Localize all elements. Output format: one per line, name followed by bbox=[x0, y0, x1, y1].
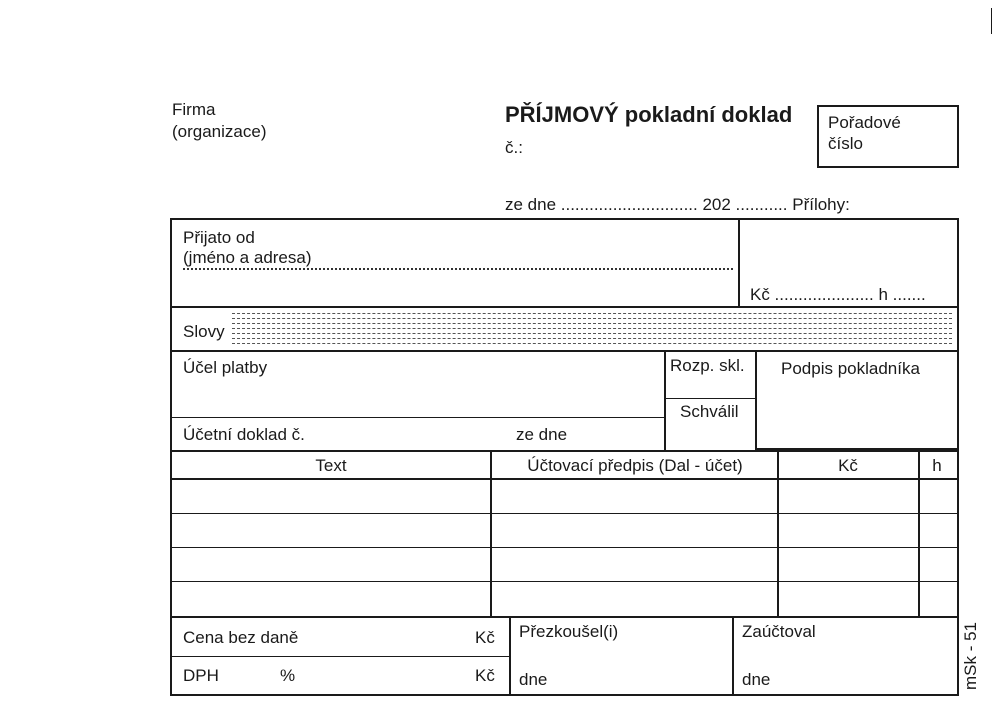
slovy-fill-7 bbox=[232, 343, 952, 344]
cislo-label: č.: bbox=[505, 138, 523, 157]
margin-mark bbox=[991, 8, 992, 34]
slovy-fill-3 bbox=[232, 323, 952, 324]
firma-label: Firma bbox=[172, 100, 216, 119]
document-title: PŘÍJMOVÝ pokladní doklad bbox=[505, 102, 793, 127]
ucetni-doklad-label: Účetní doklad č. bbox=[183, 425, 305, 444]
table-header-kc: Kč bbox=[838, 456, 858, 475]
table-col-divider-2 bbox=[777, 450, 779, 618]
table-row-line-2[interactable] bbox=[170, 547, 959, 548]
table-row-line-1[interactable] bbox=[170, 513, 959, 514]
organizace-label: (organizace) bbox=[172, 122, 267, 141]
table-col-divider-3 bbox=[918, 450, 920, 618]
slovy-label: Slovy bbox=[183, 322, 225, 341]
table-header-predpis: Účtovací předpis (Dal - účet) bbox=[527, 456, 743, 475]
prezkousel-dne-label: dne bbox=[519, 670, 548, 689]
ucel-platby-label: Účel platby bbox=[183, 358, 268, 377]
slovy-fill-4 bbox=[232, 328, 952, 329]
footer-divider-2 bbox=[732, 616, 734, 696]
date-line: ze dne ............................. 202 ........... Přílohy: bbox=[505, 195, 850, 214]
slovy-fill-2 bbox=[232, 318, 952, 319]
poradove-label: Pořadové bbox=[828, 113, 901, 132]
prezkousel-label: Přezkoušel(i) bbox=[519, 622, 619, 641]
cena-bez-dane-label: Cena bez daně bbox=[183, 628, 299, 647]
kc-amount-line[interactable]: Kč ..................... h ....... bbox=[750, 285, 926, 304]
podpis-pokladnika-label: Podpis pokladníka bbox=[781, 359, 920, 378]
rozp-schvalil-divider bbox=[664, 398, 756, 399]
dph-kc-label: Kč bbox=[475, 666, 495, 685]
cena-kc-label: Kč bbox=[475, 628, 495, 647]
slovy-fill-6 bbox=[232, 338, 952, 339]
slovy-fill-1[interactable] bbox=[232, 313, 952, 314]
cena-dph-divider bbox=[170, 656, 510, 657]
table-bottom-line bbox=[170, 616, 959, 618]
jmeno-adresa-label: (jméno a adresa) bbox=[183, 248, 312, 267]
table-row-line-3[interactable] bbox=[170, 581, 959, 582]
slovy-fill-5 bbox=[232, 333, 952, 334]
section2-bottom-line bbox=[170, 450, 959, 452]
poradove-cislo-box[interactable] bbox=[817, 105, 959, 168]
zauctoval-label: Zaúčtoval bbox=[742, 622, 816, 641]
footer-divider-1 bbox=[509, 616, 511, 696]
rozp-skl-label: Rozp. skl. bbox=[670, 356, 745, 375]
table-col-divider-1 bbox=[490, 450, 492, 618]
dph-percent-label: % bbox=[280, 666, 296, 685]
table-header-bottom bbox=[170, 478, 959, 480]
prijato-od-label: Přijato od bbox=[183, 228, 255, 247]
table-header-h: h bbox=[932, 456, 942, 475]
table-header-text: Text bbox=[315, 456, 347, 475]
section1-bottom-line bbox=[170, 306, 959, 308]
cislo-word-label: číslo bbox=[828, 134, 863, 153]
rozp-left-divider bbox=[664, 350, 666, 450]
zauctoval-dne-label: dne bbox=[742, 670, 771, 689]
ze-dne-label: ze dne bbox=[516, 425, 568, 444]
form-code: mSk - 51 bbox=[961, 621, 980, 690]
address-dotted-line[interactable] bbox=[183, 268, 733, 270]
ucel-bottom-line bbox=[170, 417, 665, 418]
dph-label: DPH bbox=[183, 666, 219, 685]
amount-divider bbox=[738, 218, 740, 308]
schvalil-label: Schválil bbox=[680, 402, 739, 421]
podpis-box-shade[interactable] bbox=[755, 350, 959, 450]
